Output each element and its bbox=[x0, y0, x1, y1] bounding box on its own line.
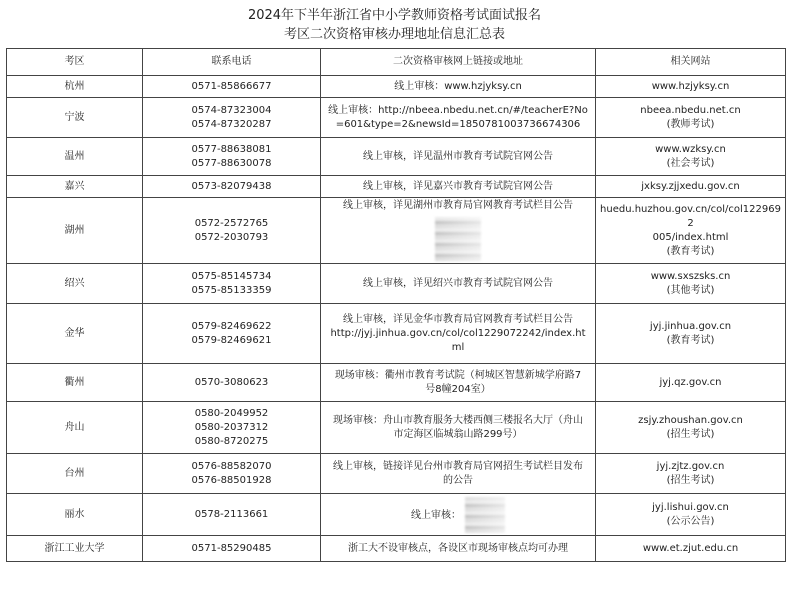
address-cell-line: 号8幢204室） bbox=[425, 383, 491, 395]
phone-cell-line: 0580-8720275 bbox=[194, 435, 269, 447]
title-line-1: 2024年下半年浙江省中小学教师资格考试面试报名 bbox=[247, 8, 542, 23]
region-cell: 杭州 bbox=[7, 76, 143, 98]
table-row bbox=[7, 76, 786, 98]
website-cell-line: huedu.huzhou.gov.cn/col/col1229692 bbox=[600, 203, 781, 229]
table-row bbox=[7, 402, 786, 454]
region-cell: 绍兴 bbox=[7, 264, 143, 304]
table-row bbox=[7, 176, 786, 198]
address-cell bbox=[321, 98, 596, 138]
header-phone: 联系电话 bbox=[143, 49, 321, 76]
phone-cell-line: 0578-2113661 bbox=[194, 508, 269, 520]
website-cell-line: (其他考试) bbox=[666, 284, 715, 296]
region-cell: 丽水 bbox=[7, 494, 143, 536]
website-cell bbox=[596, 364, 786, 402]
phone-cell-line: 0574-87320287 bbox=[191, 118, 272, 130]
summary-table bbox=[6, 48, 786, 562]
phone-cell-line: 0574-87323004 bbox=[191, 104, 272, 116]
phone-cell-line: 0577-88638081 bbox=[191, 143, 272, 155]
phone-cell bbox=[143, 138, 321, 176]
phone-cell-line: 0575-85145734 bbox=[191, 270, 272, 282]
address-cell-line: 现场审核：衢州市教育考试院（柯城区智慧新城学府路7 bbox=[334, 369, 582, 381]
website-cell bbox=[596, 138, 786, 176]
phone-cell bbox=[143, 364, 321, 402]
website-cell-line: (教育考试) bbox=[666, 334, 715, 346]
website-cell-line: jyj.zjtz.gov.cn bbox=[656, 460, 725, 472]
address-cell-line: ml bbox=[451, 341, 465, 353]
address-cell-line: 线上审核，详见温州市教育考试院官网公告 bbox=[363, 150, 553, 162]
blurred-qr-image bbox=[465, 497, 505, 533]
phone-cell-line: 0580-2049952 bbox=[194, 407, 269, 419]
website-cell-line: www.sxszsks.cn bbox=[650, 270, 731, 282]
address-cell-line: 线上审核，详见嘉兴市教育考试院官网公告 bbox=[363, 180, 553, 192]
address-cell bbox=[321, 364, 596, 402]
website-cell bbox=[596, 264, 786, 304]
address-cell bbox=[321, 304, 596, 364]
header-website: 相关网站 bbox=[596, 49, 786, 76]
region-cell: 宁波 bbox=[7, 98, 143, 138]
address-cell-line: 线上审核：www.hzjyksy.cn bbox=[394, 80, 522, 92]
website-cell-line: (教育考试) bbox=[666, 245, 715, 257]
table-row bbox=[7, 98, 786, 138]
phone-cell bbox=[143, 176, 321, 198]
website-cell bbox=[596, 98, 786, 138]
address-cell bbox=[321, 454, 596, 494]
website-cell bbox=[596, 454, 786, 494]
address-cell-line: 线上审核：http://nbeea.nbedu.net.cn/#/teacherE?No bbox=[328, 104, 588, 116]
header-address: 二次资格审核网上链接或地址 bbox=[321, 49, 596, 76]
phone-cell bbox=[143, 76, 321, 98]
address-cell-line: 线上审核，链接详见台州市教育局官网招生考试栏目发布 bbox=[333, 460, 583, 472]
phone-cell-line: 0577-88630078 bbox=[191, 157, 272, 169]
table-header-row bbox=[7, 49, 786, 76]
region-cell: 金华 bbox=[7, 304, 143, 364]
website-cell bbox=[596, 176, 786, 198]
region-cell: 嘉兴 bbox=[7, 176, 143, 198]
address-cell bbox=[321, 138, 596, 176]
website-cell-line: jyj.lishui.gov.cn bbox=[652, 501, 729, 513]
website-cell-line: www.et.zjut.edu.cn bbox=[642, 542, 739, 554]
title-line-2: 考区二次资格审核办理地址信息汇总表 bbox=[283, 27, 505, 42]
website-cell bbox=[596, 536, 786, 562]
phone-cell-line: 0580-2037312 bbox=[194, 421, 269, 433]
website-cell-line: jxksy.zjjxedu.gov.cn bbox=[641, 180, 740, 192]
website-cell-line: jyj.qz.gov.cn bbox=[659, 376, 722, 388]
phone-cell-line: 0573-82079438 bbox=[191, 180, 272, 192]
table-row bbox=[7, 454, 786, 494]
website-cell bbox=[596, 402, 786, 454]
address-cell-line: 浙工大不设审核点，各设区市现场审核点均可办理 bbox=[348, 542, 568, 554]
phone-cell-line: 0571-85866677 bbox=[191, 80, 272, 92]
address-cell-line: 线上审核，详见金华市教育局官网教育考试栏目公告 bbox=[343, 313, 573, 325]
address-cell bbox=[321, 402, 596, 454]
phone-cell-line: 0579-82469621 bbox=[191, 334, 272, 346]
website-cell-line: nbeea.nbedu.net.cn bbox=[640, 104, 741, 116]
address-cell bbox=[321, 536, 596, 562]
table-row bbox=[7, 536, 786, 562]
address-cell bbox=[321, 76, 596, 98]
region-cell: 浙江工业大学 bbox=[7, 536, 143, 562]
address-cell-line: =601&type=2&newsId=1850781003736674306 bbox=[335, 118, 581, 130]
address-cell-line: 现场审核：舟山市教育服务大楼西侧三楼报名大厅（舟山 bbox=[333, 414, 583, 426]
region-cell: 舟山 bbox=[7, 402, 143, 454]
phone-cell bbox=[143, 198, 321, 264]
address-cell bbox=[321, 264, 596, 304]
address-cell-line: 线上审核，详见湖州市教育局官网教育考试栏目公告 bbox=[343, 200, 573, 211]
website-cell-line: jyj.jinhua.gov.cn bbox=[649, 320, 732, 332]
phone-cell bbox=[143, 402, 321, 454]
website-cell-line: www.wzksy.cn bbox=[655, 143, 726, 155]
header-region: 考区 bbox=[7, 49, 143, 76]
address-cell-line: http://jyj.jinhua.gov.cn/col/col1229072242/index.ht bbox=[330, 327, 586, 339]
phone-cell bbox=[143, 454, 321, 494]
table-row bbox=[7, 264, 786, 304]
address-cell-line: 线上审核： bbox=[411, 509, 461, 521]
website-cell bbox=[596, 304, 786, 364]
phone-cell-line: 0576-88582070 bbox=[191, 460, 272, 472]
address-cell bbox=[321, 494, 596, 536]
website-cell-line: (招生考试) bbox=[666, 428, 715, 440]
website-cell-line: 005/index.html bbox=[652, 231, 729, 243]
phone-cell bbox=[143, 98, 321, 138]
address-cell bbox=[321, 176, 596, 198]
website-cell bbox=[596, 198, 786, 264]
address-cell-line: 的公告 bbox=[443, 474, 473, 486]
phone-cell-line: 0572-2572765 bbox=[194, 217, 269, 229]
region-cell: 温州 bbox=[7, 138, 143, 176]
phone-cell bbox=[143, 264, 321, 304]
table-row bbox=[7, 198, 786, 264]
table-row bbox=[7, 304, 786, 364]
phone-cell-line: 0579-82469622 bbox=[191, 320, 272, 332]
phone-cell-line: 0570-3080623 bbox=[194, 376, 269, 388]
phone-cell-line: 0575-85133359 bbox=[191, 284, 272, 296]
website-cell-line: (教师考试) bbox=[666, 118, 715, 130]
phone-cell bbox=[143, 304, 321, 364]
phone-cell bbox=[143, 536, 321, 562]
website-cell bbox=[596, 494, 786, 536]
phone-cell-line: 0576-88501928 bbox=[191, 474, 272, 486]
region-cell: 衢州 bbox=[7, 364, 143, 402]
website-cell-line: www.hzjyksy.cn bbox=[651, 80, 730, 92]
website-cell-line: (公示公告) bbox=[666, 515, 715, 527]
phone-cell bbox=[143, 494, 321, 536]
phone-cell-line: 0572-2030793 bbox=[194, 231, 269, 243]
table-row bbox=[7, 494, 786, 536]
region-cell: 台州 bbox=[7, 454, 143, 494]
website-cell-line: (招生考试) bbox=[666, 474, 715, 486]
region-cell: 湖州 bbox=[7, 198, 143, 264]
blurred-qr-image bbox=[435, 217, 481, 261]
table-row bbox=[7, 138, 786, 176]
website-cell-line: (社会考试) bbox=[666, 157, 715, 169]
address-cell-line: 线上审核，详见绍兴市教育考试院官网公告 bbox=[363, 277, 553, 289]
website-cell bbox=[596, 76, 786, 98]
table-row bbox=[7, 364, 786, 402]
website-cell-line: zsjy.zhoushan.gov.cn bbox=[638, 414, 743, 426]
address-cell-line: 市定海区临城翁山路299号） bbox=[393, 428, 523, 440]
phone-cell-line: 0571-85290485 bbox=[191, 542, 272, 554]
address-cell bbox=[321, 198, 596, 264]
